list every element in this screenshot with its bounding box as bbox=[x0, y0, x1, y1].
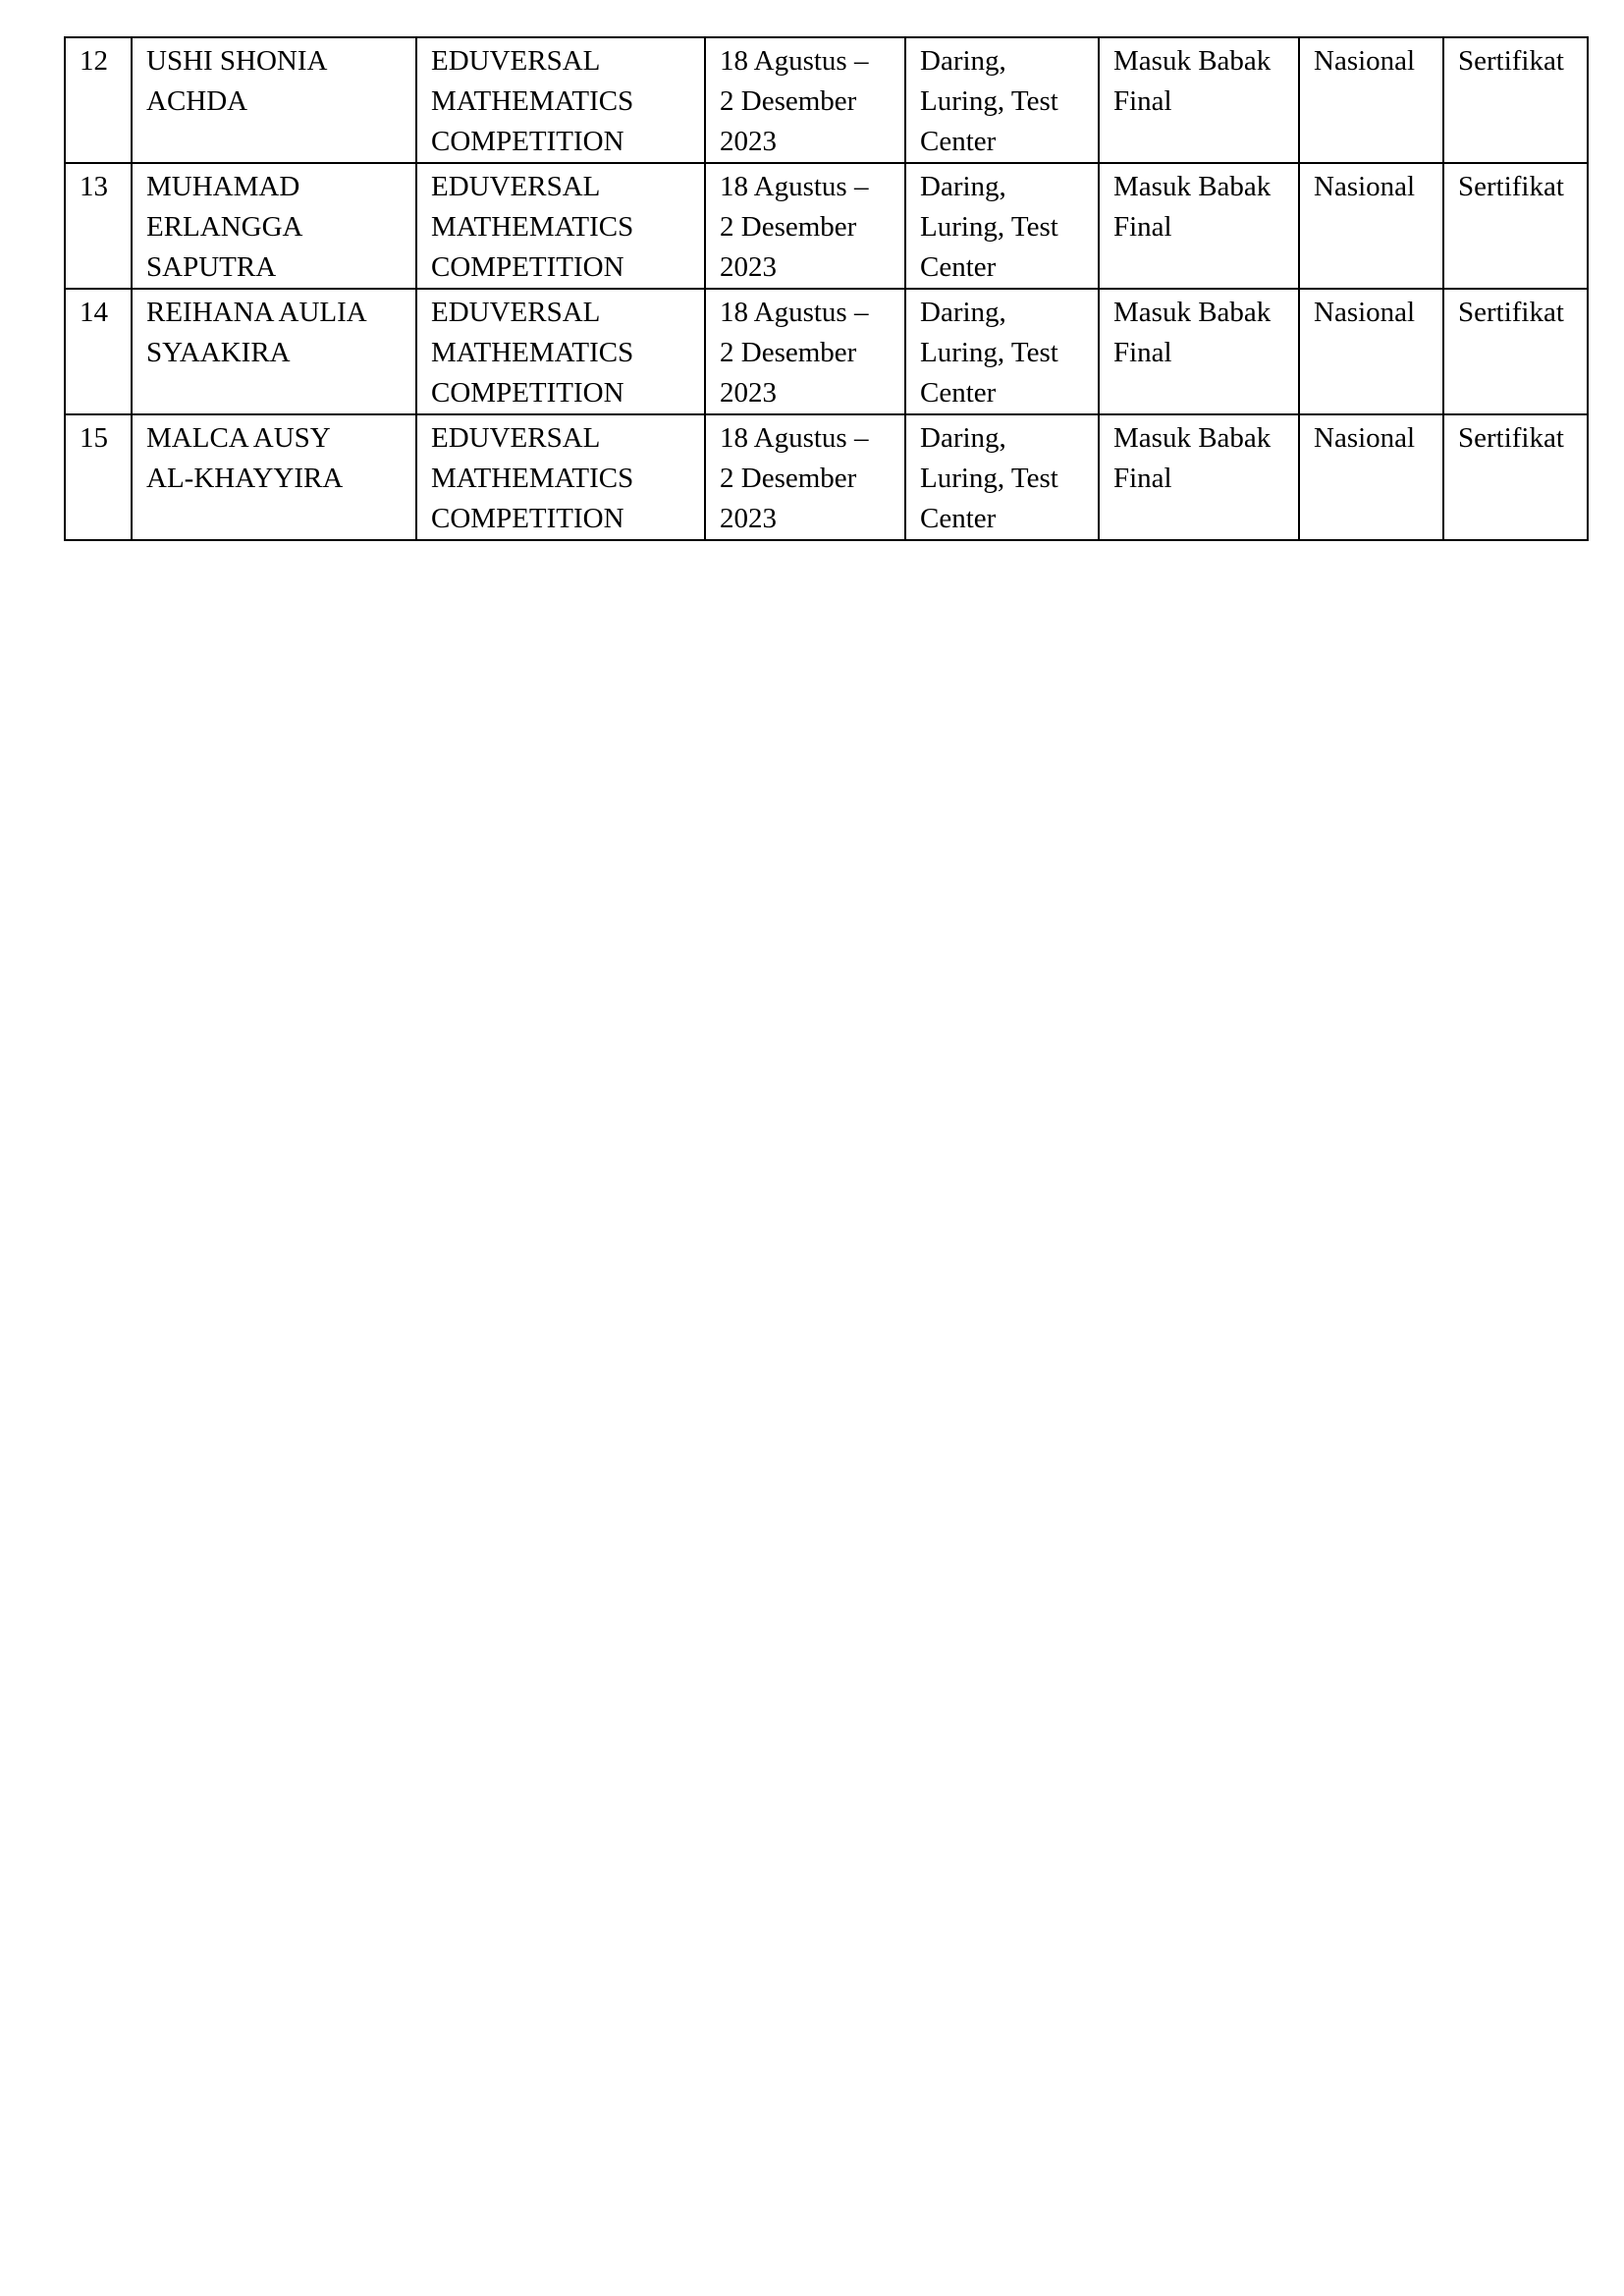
competition-name-cell bbox=[416, 163, 705, 289]
result-line: Masuk Babak bbox=[1113, 297, 1272, 328]
competition-name-line: EDUVERSAL bbox=[431, 45, 601, 77]
row-number-cell: 13 bbox=[65, 163, 132, 289]
student-name-line: MUHAMAD bbox=[146, 171, 300, 202]
mode-line: Center bbox=[920, 126, 997, 157]
student-name-cell bbox=[132, 289, 416, 414]
result-cell bbox=[1099, 414, 1299, 540]
result-line: Final bbox=[1113, 337, 1172, 368]
date-line: 2 Desember bbox=[720, 211, 857, 243]
student-name-line: AL-KHAYYIRA bbox=[146, 463, 344, 494]
date-line: 2023 bbox=[720, 377, 777, 409]
student-name-line: ERLANGGA bbox=[146, 211, 303, 243]
student-name-line: USHI SHONIA bbox=[146, 45, 328, 77]
date-cell bbox=[705, 289, 905, 414]
date-line: 18 Agustus – bbox=[720, 171, 869, 202]
competition-name-line: EDUVERSAL bbox=[431, 297, 601, 328]
mode-line: Luring, Test bbox=[920, 337, 1058, 368]
competition-results-table bbox=[64, 36, 1589, 541]
mode-line: Daring, bbox=[920, 171, 1006, 202]
mode-line: Luring, Test bbox=[920, 85, 1058, 117]
competition-name-cell bbox=[416, 414, 705, 540]
competition-name-line: EDUVERSAL bbox=[431, 171, 601, 202]
date-line: 2 Desember bbox=[720, 463, 857, 494]
competition-name-line: MATHEMATICS bbox=[431, 211, 634, 243]
result-cell bbox=[1099, 289, 1299, 414]
mode-line: Daring, bbox=[920, 297, 1006, 328]
mode-line: Luring, Test bbox=[920, 463, 1058, 494]
mode-cell bbox=[905, 289, 1099, 414]
mode-line: Daring, bbox=[920, 45, 1006, 77]
competition-name-line: COMPETITION bbox=[431, 377, 624, 409]
student-name-cell bbox=[132, 163, 416, 289]
date-cell bbox=[705, 163, 905, 289]
date-cell bbox=[705, 37, 905, 163]
date-line: 18 Agustus – bbox=[720, 422, 869, 454]
evidence-cell: Sertifikat bbox=[1443, 163, 1588, 289]
evidence-cell: Sertifikat bbox=[1443, 37, 1588, 163]
table-row bbox=[65, 163, 1588, 289]
result-cell bbox=[1099, 37, 1299, 163]
date-cell bbox=[705, 414, 905, 540]
mode-line: Center bbox=[920, 377, 997, 409]
result-line: Final bbox=[1113, 463, 1172, 494]
table-row bbox=[65, 289, 1588, 414]
evidence-cell: Sertifikat bbox=[1443, 289, 1588, 414]
mode-line: Luring, Test bbox=[920, 211, 1058, 243]
date-line: 18 Agustus – bbox=[720, 45, 869, 77]
competition-name-cell bbox=[416, 289, 705, 414]
level-cell: Nasional bbox=[1299, 163, 1443, 289]
competition-name-line: COMPETITION bbox=[431, 251, 624, 283]
row-number-cell: 15 bbox=[65, 414, 132, 540]
result-line: Masuk Babak bbox=[1113, 171, 1272, 202]
competition-name-line: EDUVERSAL bbox=[431, 422, 601, 454]
table-row bbox=[65, 414, 1588, 540]
mode-cell bbox=[905, 163, 1099, 289]
date-line: 2023 bbox=[720, 251, 777, 283]
date-line: 2 Desember bbox=[720, 337, 857, 368]
date-line: 2 Desember bbox=[720, 85, 857, 117]
competition-name-line: MATHEMATICS bbox=[431, 85, 634, 117]
row-number-cell: 12 bbox=[65, 37, 132, 163]
student-name-cell bbox=[132, 37, 416, 163]
competition-name-line: COMPETITION bbox=[431, 503, 624, 534]
date-line: 2023 bbox=[720, 503, 777, 534]
student-name-line: SAPUTRA bbox=[146, 251, 277, 283]
mode-line: Center bbox=[920, 503, 997, 534]
mode-line: Center bbox=[920, 251, 997, 283]
competition-name-cell bbox=[416, 37, 705, 163]
mode-cell bbox=[905, 414, 1099, 540]
result-line: Masuk Babak bbox=[1113, 422, 1272, 454]
competition-name-line: MATHEMATICS bbox=[431, 337, 634, 368]
result-line: Final bbox=[1113, 211, 1172, 243]
mode-line: Daring, bbox=[920, 422, 1006, 454]
student-name-cell bbox=[132, 414, 416, 540]
table-row bbox=[65, 37, 1588, 163]
result-line: Masuk Babak bbox=[1113, 45, 1272, 77]
student-name-line: ACHDA bbox=[146, 85, 248, 117]
row-number-cell: 14 bbox=[65, 289, 132, 414]
student-name-line: REIHANA AULIA bbox=[146, 297, 367, 328]
competition-name-line: MATHEMATICS bbox=[431, 463, 634, 494]
evidence-cell: Sertifikat bbox=[1443, 414, 1588, 540]
result-line: Final bbox=[1113, 85, 1172, 117]
level-cell: Nasional bbox=[1299, 37, 1443, 163]
level-cell: Nasional bbox=[1299, 289, 1443, 414]
competition-name-line: COMPETITION bbox=[431, 126, 624, 157]
mode-cell bbox=[905, 37, 1099, 163]
student-name-line: MALCA AUSY bbox=[146, 422, 331, 454]
level-cell: Nasional bbox=[1299, 414, 1443, 540]
date-line: 18 Agustus – bbox=[720, 297, 869, 328]
student-name-line: SYAAKIRA bbox=[146, 337, 291, 368]
result-cell bbox=[1099, 163, 1299, 289]
date-line: 2023 bbox=[720, 126, 777, 157]
